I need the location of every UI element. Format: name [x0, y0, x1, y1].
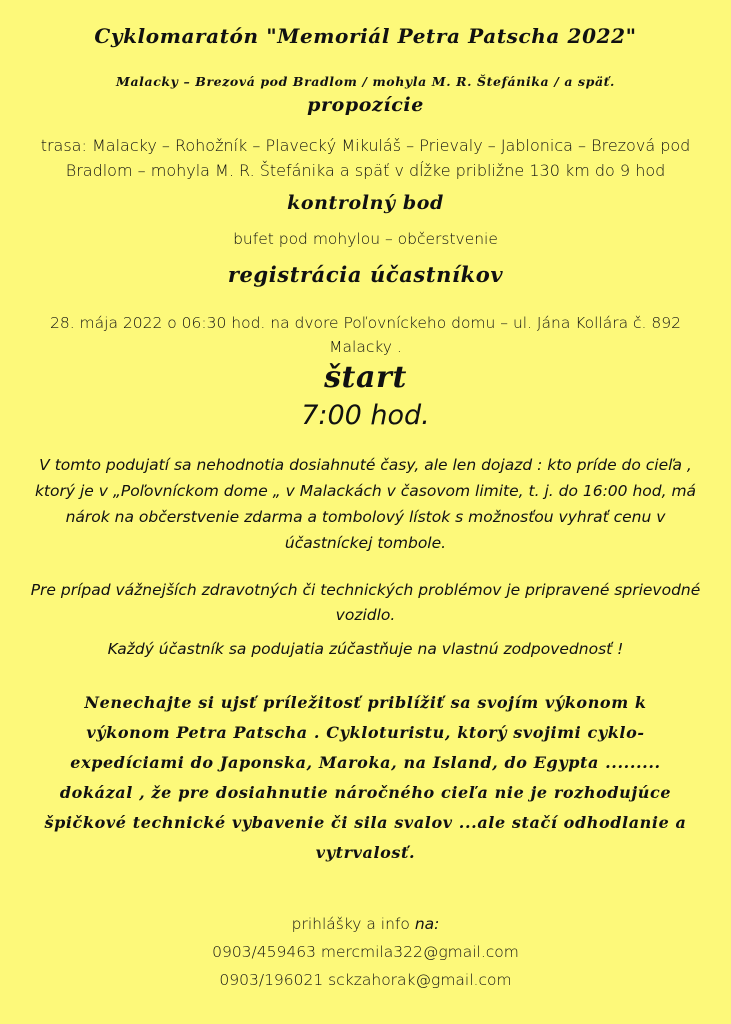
contact-label: prihlášky a info [291, 915, 410, 933]
rules-paragraph: V tomto podujatí sa nehodnotia dosiahnuté časy, ale len dojazd : kto príde do cieľa , ktorý je v „Poľovníckom dome „ v Malackách v časovom limite, t. j. do 16:00 hod, má nárok na občerstvenie zdarma a tombolový lístok s možnosťou vyhrať cenu v účastníckej tombole. [34, 456, 697, 552]
invitation-paragraph: Nenechajte si ujsť príležitosť priblížiť sa svojím výkonom k výkonom Petra Patscha . Cykloturistu, ktorý svojimi cyklo-expedíciami do Japonska, Maroka, na Island, do Egypta ......... dokázal , že pre dosiahnutie náročného cieľa nie je rozhodujúce špičkové technické vybavenie či sila svalov ...ale stačí odhodlanie a vytrvalosť. [44, 693, 687, 862]
start-time: 7:00 hod. [301, 400, 430, 431]
support-vehicle-paragraph: Pre prípad vážnejších zdravotných či technických problémov je pripravené sprievodné vozidlo. [30, 581, 701, 624]
registration-heading: registrácia účastníkov [227, 262, 504, 287]
propozicie-heading: propozície [307, 94, 424, 116]
contact-label-line [0, 910, 731, 938]
contact-block [0, 910, 731, 994]
contact-line-1: 0903/459463 mercmila322@gmail.com [212, 943, 519, 961]
contact-line-2: 0903/196021 sckzahorak@gmail.com [219, 971, 512, 989]
registration-text: 28. mája 2022 o 06:30 hod. na dvore Poľovníckeho domu – ul. Jána Kollára č. 892 Malacky . [49, 314, 681, 356]
event-title: Cyklomaratón "Memoriál Petra Patscha 2022" [94, 24, 637, 48]
checkpoint-heading: kontrolný bod [287, 192, 444, 214]
contact-label-suffix: na: [414, 915, 440, 933]
route-text: trasa: Malacky – Rohožník – Plavecký Mikuláš – Prievaly – Jablonica – Brezová pod Bradlom – mohyla M. R. Štefánika a späť v dĺžke približne 130 km do 9 hod [40, 136, 691, 180]
event-subtitle: Malacky – Brezová pod Bradlom / mohyla M. R. Štefánika / a späť. [116, 74, 615, 89]
start-heading: štart [324, 360, 407, 395]
checkpoint-text: bufet pod mohylou – občerstvenie [233, 230, 498, 248]
responsibility-paragraph: Každý účastník sa podujatia zúčastňuje na vlastnú zodpovednosť ! [107, 640, 624, 658]
